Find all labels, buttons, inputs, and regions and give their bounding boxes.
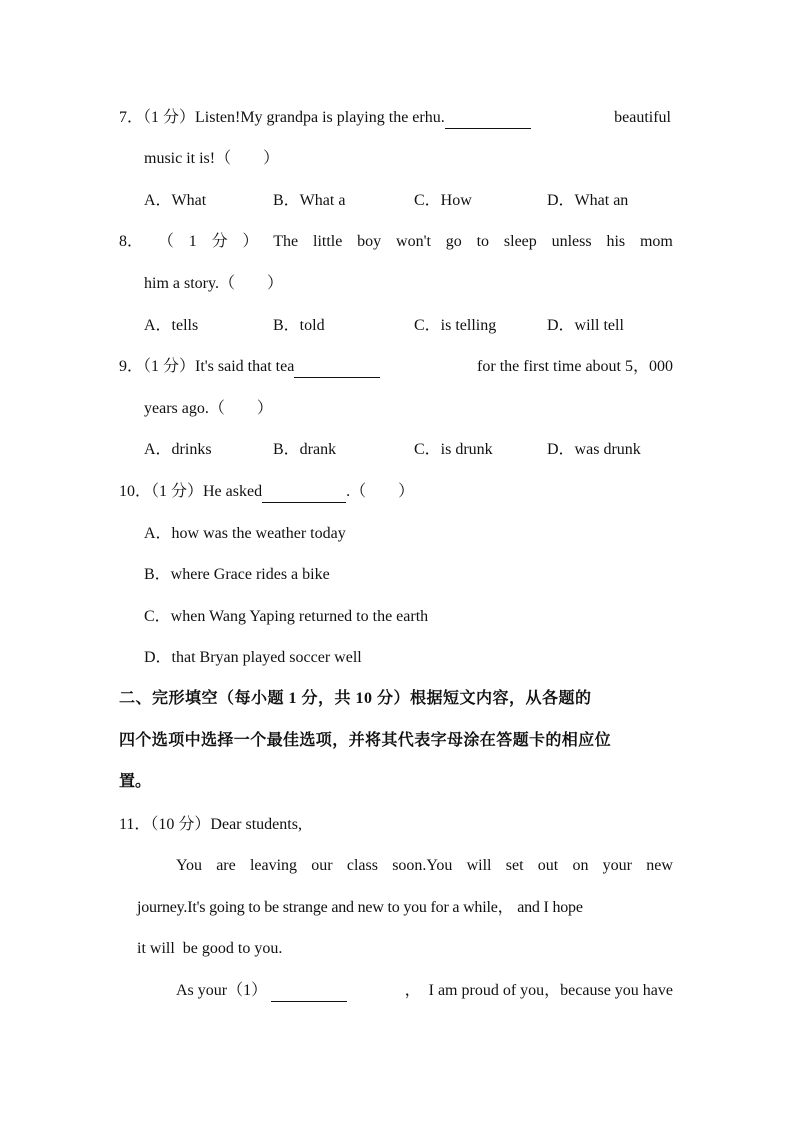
q9-prefix: 9．（1 分）It's said that tea [119,358,295,375]
q11-word: set [505,857,524,874]
q11-word: are [216,857,236,874]
q7-option-b[interactable]: B．What a [273,192,346,209]
q8-word: to [476,233,490,250]
q8-word: sleep [503,233,537,250]
q8-word: go [445,233,462,250]
q7-line1 [119,107,671,129]
q11-word: soon.You [392,857,453,874]
q10-option-a[interactable]: A．how was the weather today [144,525,346,542]
q11-blank-1[interactable] [271,985,347,1002]
q10-prefix: 10．（1 分）He asked [119,483,263,500]
q7-suffix: beautiful [614,109,671,126]
q9-stem [119,356,380,378]
q9-option-a[interactable]: A．drinks [144,441,212,458]
section2-heading-line2: 四个选项中选择一个最佳选项，并将其代表字母涂在答题卡的相应位 [119,732,612,749]
q7-stem [119,107,531,129]
q11-word: new [646,857,673,874]
section2-heading-line1: 二、完形填空（每小题 1 分，共 10 分）根据短文内容，从各题的 [119,690,592,707]
q8-word: 1 [188,233,197,250]
q7-option-d[interactable]: D．What an [547,192,629,209]
q11-paragraph1-line3: it will be good to you. [137,940,283,957]
q8-word: unless [551,233,592,250]
q8-word: 分 [211,233,228,250]
q8-option-b[interactable]: B．told [273,317,325,334]
q7-line2: music it is!（ ） [144,150,280,167]
q11-word: our [311,857,333,874]
q10-answer-blank[interactable] [262,486,346,503]
q8-word: little [313,233,343,250]
q11-word: You [176,857,202,874]
q8-option-c[interactable]: C．is telling [414,317,497,334]
q11-word: will [466,857,492,874]
q8-line2: him a story.（ ） [144,275,283,292]
q10-option-d[interactable]: D．that Bryan played soccer well [144,649,362,666]
q8-word: （ [157,233,174,250]
q10-option-b[interactable]: B．where Grace rides a bike [144,566,330,583]
section2-heading-line3: 置。 [119,773,152,790]
q9-answer-blank[interactable] [294,361,380,378]
q8-line1 [119,231,673,253]
q11-word: class [346,857,378,874]
q11-p2-suffix: ， I am proud of you，because you have [404,982,673,999]
q8-word: 8． [119,233,144,250]
q11-paragraph2-line1 [176,980,673,1002]
q8-word: The [273,233,299,250]
q11-paragraph1-line1 [176,855,673,877]
q11-header: 11．（10 分）Dear students, [119,816,302,833]
q9-option-c[interactable]: C．is drunk [414,441,493,458]
q8-word: ） [242,233,259,250]
q8-word: boy [357,233,382,250]
q9-line1 [119,356,673,378]
q7-answer-blank[interactable] [445,112,531,129]
q10-option-c[interactable]: C．when Wang Yaping returned to the earth [144,608,429,625]
q8-word: mom [639,233,673,250]
q11-paragraph1-line2: journey.It's going to be strange and new to you for a while， and I hope [137,899,583,916]
q8-option-a[interactable]: A．tells [144,317,199,334]
q11-word: out [537,857,559,874]
q10-suffix: .（ ） [346,483,415,500]
q8-word: his [606,233,626,250]
q11-p2-stem [176,980,347,1002]
q9-suffix: for the first time about 5，000 [477,358,673,375]
q7-option-a[interactable]: A．What [144,192,207,209]
q9-option-d[interactable]: D．was drunk [547,441,641,458]
q11-p2-prefix: As your（1） [176,982,268,999]
q8-option-d[interactable]: D．will tell [547,317,624,334]
q9-line2: years ago.（ ） [144,400,273,417]
q7-option-c[interactable]: C．How [414,192,472,209]
q11-word: your [602,857,632,874]
q7-prefix: 7．（1 分）Listen!My grandpa is playing the erhu. [119,109,445,126]
q8-word: won't [396,233,431,250]
q9-option-b[interactable]: B．drank [273,441,337,458]
q11-word: leaving [249,857,298,874]
q11-word: on [572,857,589,874]
q10-line1 [119,481,414,503]
